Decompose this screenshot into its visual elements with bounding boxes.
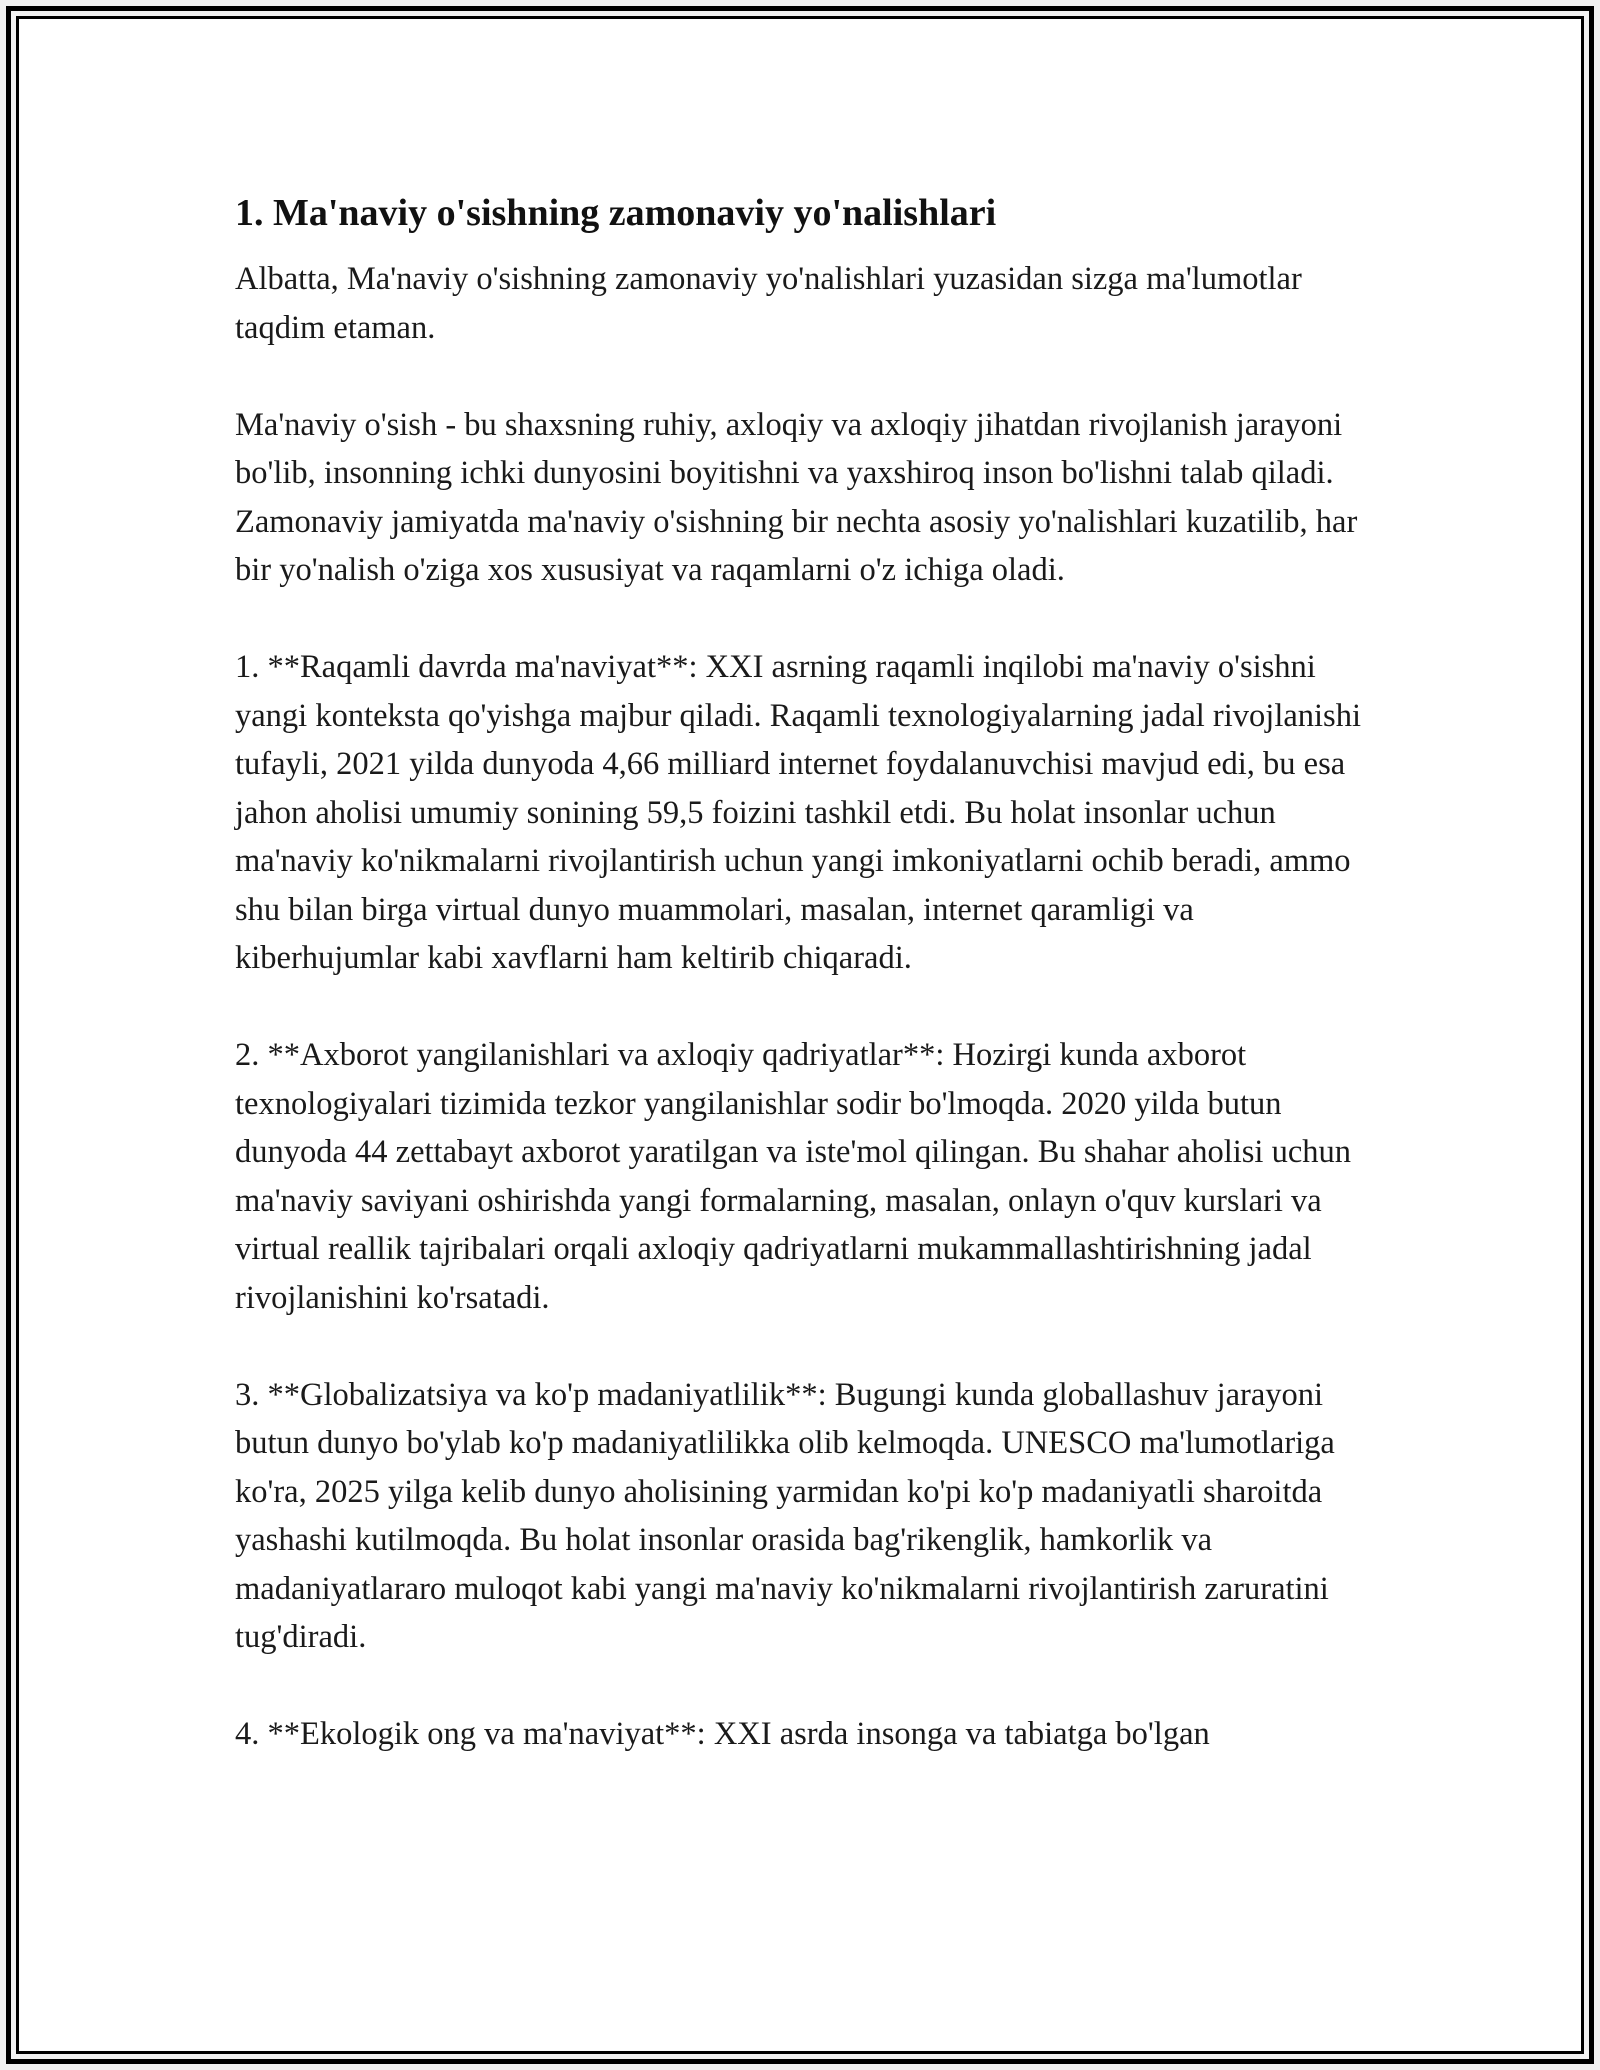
list-item-information-updates: 2. **Axborot yangilanishlari va axloqiy qadriyatlar**: Hozirgi kunda axborot texnologiyalari tizimida tezkor yangilanishlar sodir bo'lmoqda. 2020 yilda butun dunyoda 44 zettabayt axborot yaratilgan va iste'mol qilingan. Bu shahar aholisi uchun ma'naviy saviyani oshirishda yangi formalarning, masalan, onlayn o'quv kurslari va virtual reallik tajribalari orqali axloqiy qadriyatlarni mukammallashtirishning jadal rivojlanishini ko'rsatadi. [235,1037,1351,1316]
intro-paragraph: Albatta, Ma'naviy o'sishning zamonaviy yo'nalishlari yuzasidan sizga ma'lumotlar taqdim etaman. [235,261,1302,346]
document-body [235,185,1370,1807]
list-item-ecological-awareness: 4. **Ekologik ong va ma'naviyat**: XXI asrda insonga va tabiatga bo'lgan [235,1716,1210,1752]
section-heading: 1. Ma'naviy o'sishning zamonaviy yo'nalishlari [235,192,997,234]
list-item-globalization: 3. **Globalizatsiya va ko'p madaniyatlilik**: Bugungi kunda globallashuv jarayoni butun dunyo bo'ylab ko'p madaniyatlilikka olib kelmoqda. UNESCO ma'lumotlariga ko'ra, 2025 yilga kelib dunyo aholisining yarmidan ko'pi ko'p madaniyatli sharoitda yashashi kutilmoqda. Bu holat insonlar orasida bag'rikenglik, hamkorlik va madaniyatlararo muloqot kabi yangi ma'naviy ko'nikmalarni rivojlantirish zaruratini tug'diradi. [235,1376,1335,1655]
list-item-digital-era: 1. **Raqamli davrda ma'naviyat**: XXI asrning raqamli inqilobi ma'naviy o'sishni yangi konteksta qo'yishga majbur qiladi. Raqamli texnologiyalarning jadal rivojlanishi tufayli, 2021 yilda dunyoda 4,66 milliard internet foydalanuvchisi mavjud edi, bu esa jahon aholisi umumiy sonining 59,5 foizini tashkil etdi. Bu holat insonlar uchun ma'naviy ko'nikmalarni rivojlantirish uchun yangi imkoniyatlarni ochib beradi, ammo shu bilan birga virtual dunyo muammolari, masalan, internet qaramligi va kiberhujumlar kabi xavflarni ham keltirib chiqaradi. [235,649,1361,976]
definition-paragraph: Ma'naviy o'sish - bu shaxsning ruhiy, axloqiy va axloqiy jihatdan rivojlanish jarayoni bo'lib, insonning ichki dunyosini boyitishni va yaxshiroq inson bo'lishni talab qiladi. Zamonaviy jamiyatda ma'naviy o'sishning bir nechta asosiy yo'nalishlari kuzatilib, har bir yo'nalish o'ziga xos xususiyat va raqamlarni o'z ichiga oladi. [235,406,1358,588]
